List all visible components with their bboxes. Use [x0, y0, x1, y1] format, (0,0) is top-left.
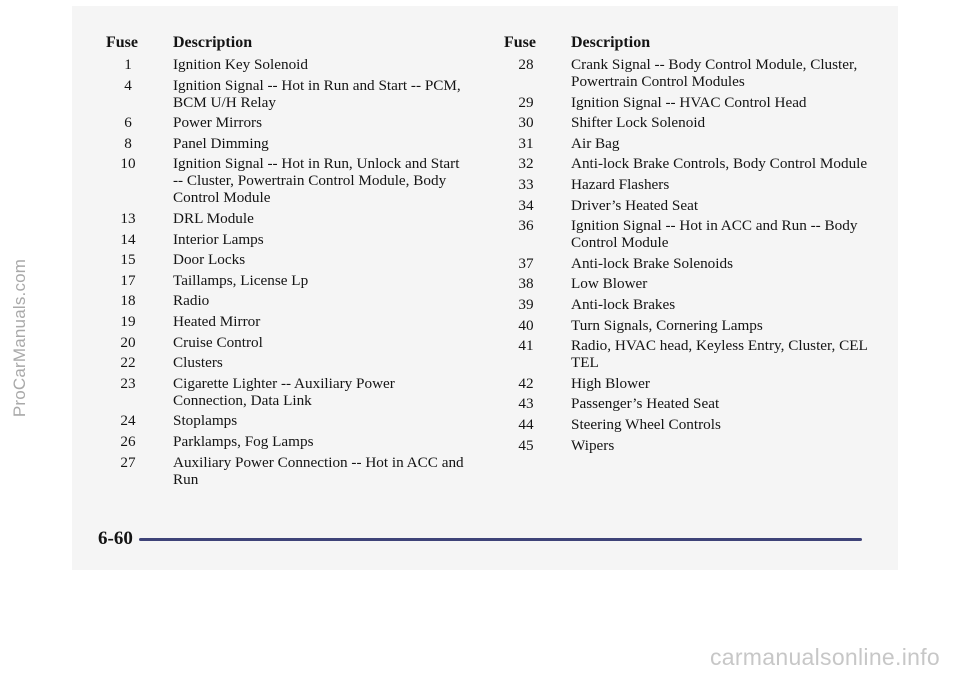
table-header [106, 34, 466, 51]
fuse-description: Crank Signal -- Body Control Module, Cluster, Powertrain Control Modules [571, 56, 858, 90]
fuse-column-header: Fuse [106, 34, 138, 51]
table-row [504, 94, 874, 111]
table-row [106, 375, 466, 409]
side-watermark-text: ProCarManuals.com [10, 258, 29, 417]
fuse-description: Turn Signals, Cornering Lamps [571, 316, 763, 334]
table-row [106, 56, 466, 73]
fuse-number: 22 [120, 354, 136, 372]
table-row [504, 255, 874, 272]
table-row [504, 176, 874, 193]
fuse-description: Parklamps, Fog Lamps [173, 432, 314, 450]
fuse-description: High Blower [571, 374, 650, 392]
fuse-description: Ignition Key Solenoid [173, 56, 308, 73]
fuse-description: Cigarette Lighter -- Auxiliary Power Connection, Data Link [173, 374, 395, 409]
fuse-table-left [106, 34, 466, 491]
fuse-description: Ignition Signal -- Hot in Run, Unlock and Start -- Cluster, Powertrain Control Module, Body Control Module [173, 155, 460, 207]
fuse-description: Anti-lock Brake Controls, Body Control Module [571, 155, 868, 173]
fuse-description: Interior Lamps [173, 230, 264, 248]
table-row [106, 135, 466, 152]
table-row [504, 114, 874, 131]
fuse-description: Panel Dimming [173, 134, 269, 152]
fuse-description: Air Bag [571, 134, 620, 152]
page-footer [98, 529, 862, 549]
fuse-description: Ignition Signal -- HVAC Control Head [571, 93, 807, 111]
fuse-description: Shifter Lock Solenoid [571, 114, 706, 132]
table-row [106, 251, 466, 268]
fuse-description: Clusters [173, 354, 223, 372]
table-row [106, 454, 466, 488]
fuse-number: 4 [124, 76, 132, 94]
fuse-description: DRL Module [173, 209, 254, 227]
table-row [106, 231, 466, 248]
fuse-description: Steering Wheel Controls [571, 415, 721, 433]
fuse-description: Cruise Control [173, 333, 263, 351]
fuse-number: 40 [518, 316, 534, 334]
fuse-number: 41 [518, 337, 534, 355]
table-row [106, 334, 466, 351]
footer-rule [139, 538, 862, 541]
table-row [504, 416, 874, 433]
fuse-description: Door Locks [173, 251, 246, 269]
fuse-number: 19 [120, 312, 136, 330]
fuse-number: 39 [518, 295, 534, 313]
fuse-number: 13 [120, 209, 136, 227]
fuse-number: 36 [518, 217, 534, 235]
fuse-description: Power Mirrors [173, 114, 263, 132]
table-row [504, 155, 874, 172]
fuse-number: 28 [518, 56, 534, 73]
table-row [504, 395, 874, 412]
table-row [504, 135, 874, 152]
fuse-description: Radio, HVAC head, Keyless Entry, Cluster, CEL TEL [571, 337, 868, 372]
fuse-description: Anti-lock Brake Solenoids [571, 254, 733, 272]
page-number: 6-60 [98, 528, 133, 549]
fuse-number: 20 [120, 333, 136, 351]
fuse-number: 1 [124, 56, 132, 73]
description-column-header: Description [173, 34, 253, 51]
table-row [106, 210, 466, 227]
table-row [106, 313, 466, 330]
table-row [106, 155, 466, 206]
table-row [106, 272, 466, 289]
table-row [504, 375, 874, 392]
fuse-number: 38 [518, 275, 534, 293]
table-row [106, 412, 466, 429]
fuse-number: 42 [518, 374, 534, 392]
fuse-number: 43 [518, 395, 534, 413]
side-watermark [0, 0, 40, 675]
fuse-description: Radio [173, 292, 210, 310]
description-column-header: Description [571, 34, 651, 51]
fuse-description: Ignition Signal -- Hot in Run and Start -- PCM, BCM U/H Relay [173, 76, 461, 111]
fuse-description: Wipers [571, 436, 615, 454]
table-row [504, 56, 874, 90]
table-header [504, 34, 874, 51]
fuse-list-left [106, 56, 466, 488]
bottom-watermark: carmanualsonline.info [709, 644, 940, 670]
table-row [504, 275, 874, 292]
table-row [504, 437, 874, 454]
fuse-table-right [504, 34, 874, 457]
fuse-number: 34 [518, 196, 534, 214]
fuse-description: Passenger’s Heated Seat [571, 395, 720, 413]
table-row [106, 433, 466, 450]
fuse-description: Ignition Signal -- Hot in ACC and Run -- Body Control Module [571, 217, 858, 252]
fuse-number: 29 [518, 93, 534, 111]
fuse-number: 6 [124, 114, 132, 132]
fuse-number: 17 [120, 271, 136, 289]
fuse-number: 23 [120, 374, 136, 392]
fuse-description: Heated Mirror [173, 312, 261, 330]
fuse-description: Hazard Flashers [571, 175, 670, 193]
table-row [504, 217, 874, 251]
fuse-number: 8 [124, 134, 132, 152]
fuse-number: 18 [120, 292, 136, 310]
fuse-number: 44 [518, 415, 534, 433]
table-row [106, 114, 466, 131]
fuse-number: 10 [120, 155, 136, 173]
fuse-description: Taillamps, License Lp [173, 271, 309, 289]
fuse-description: Anti-lock Brakes [571, 295, 676, 313]
fuse-number: 37 [518, 254, 534, 272]
fuse-list-right [504, 56, 874, 454]
fuse-number: 14 [120, 230, 136, 248]
fuse-number: 33 [518, 175, 534, 193]
fuse-description: Low Blower [571, 275, 648, 293]
fuse-column-header: Fuse [504, 34, 536, 51]
fuse-description: Driver’s Heated Seat [571, 196, 699, 214]
fuse-number: 15 [120, 251, 136, 269]
fuse-number: 24 [120, 412, 136, 430]
fuse-number: 27 [120, 453, 136, 471]
table-row [106, 77, 466, 111]
fuse-number: 31 [518, 134, 534, 152]
fuse-description: Stoplamps [173, 412, 238, 430]
fuse-number: 45 [518, 436, 534, 454]
fuse-number: 30 [518, 114, 534, 132]
table-row [504, 197, 874, 214]
table-row [504, 296, 874, 313]
table-row [106, 354, 466, 371]
fuse-number: 32 [518, 155, 534, 173]
table-row [106, 292, 466, 309]
table-row [504, 317, 874, 334]
fuse-number: 26 [120, 432, 136, 450]
fuse-description: Auxiliary Power Connection -- Hot in ACC and Run [173, 453, 464, 488]
table-row [504, 337, 874, 371]
